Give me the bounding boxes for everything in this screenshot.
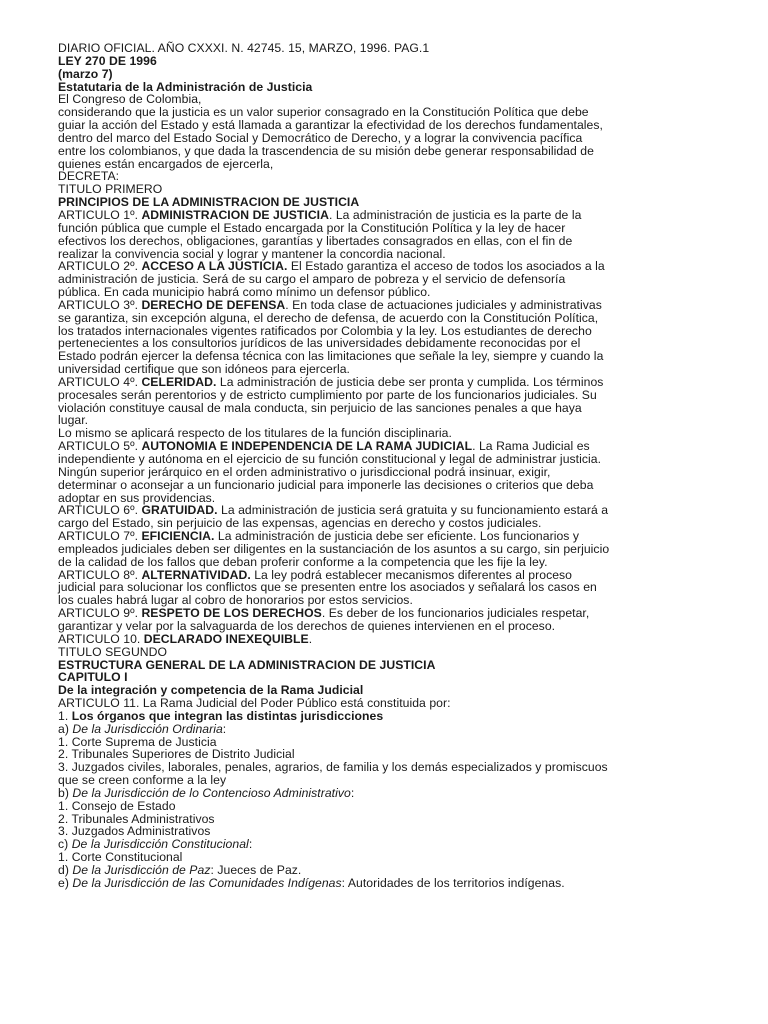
article-text: La administración de justicia debe ser eficiente. Los funcionarios y empleados judiciales deben ser diligentes en la sustanciación de los asuntos a su cargo, sin perjuicio de la calidad de los fallos que deban proferir conforme a la competencia que les fije la ley. [58,529,613,569]
article-number: ARTICULO 5º. [58,439,142,454]
article-8 [58,569,610,608]
jurisdictions-list [58,723,610,890]
article-text: . La administración de justicia es la parte de la función pública que cumple el Estado encargada por la Constitución Política y la ley de hacer efectivos los derechos, obligaciones, garantías y libertades consagrados en ellas, con el fin de realizar la convivencia social y lograr y mantener la concordia nacional. [58,207,585,261]
article-number: ARTICULO 7º. [58,529,142,544]
article-heading: AUTONOMIA E INDEPENDENCIA DE LA RAMA JUDICIAL [141,439,473,454]
jurisdiction-item: 3. Juzgados civiles, laborales, penales, agrarios, de familia y los demás especializados y promiscuos que se creen conforme a la ley [58,760,612,788]
article-text: . La Rama Judicial es independiente y autónoma en el ejercicio de su función constitucional y legal de administrar justicia. Ningún superior jerárquico en el orden administrativo o jurisdiccional podrá insinuar, exigir, determinar o aconsejar a un funcionario judicial para imponerle las decisiones o criterios que deba adoptar en sus providencias. [58,439,602,505]
article-heading: ALTERNATIVIDAD. [141,567,251,582]
article-1 [58,209,610,260]
article-number: ARTICULO 9º. [58,606,142,621]
article-heading: DECLARADO INEXEQUIBLE [143,631,309,646]
jurisdiction-letter: c) [58,837,72,852]
law-title: Estatutaria de la Administración de Justicia [58,79,313,94]
article-heading: CELERIDAD. [141,374,217,389]
article-heading: EFICIENCIA. [141,529,215,544]
article-text: . Es deber de los funcionarios judiciales respetar, garantizar y velar por la salvaguarda de los derechos de quienes intervienen en el proceso. [58,606,593,633]
document-body [58,41,613,890]
article-text: . [308,631,313,646]
article-text: La ley podrá establecer mecanismos diferentes al proceso judicial para solucionar los conflictos que se presenten entre los asociados y señalará los casos en los cuales habrá lugar al cobro de honorarios por estos servicios. [58,567,601,608]
preamble: considerando que la justicia es un valor superior consagrado en la Constitución Política que debe guiar la acción del Estado y está llamada a garantizar la efectividad de los derechos fundamentales, dentro del marco del Estado Social y Democrático de Derecho, y a lograr la convivencia pacífica entre los colombianos, y que dada la trascendencia de su misión debe generar responsabilidad de quienes están encargados de ejercerla, [58,105,607,171]
article-number: ARTICULO 2º. [58,259,142,274]
jurisdiction-item: 1. Corte Constitucional [58,850,183,865]
jurisdiction-suffix: : [248,837,253,852]
article-number: ARTICULO 8º. [58,567,142,582]
jurisdiction-suffix: : Autoridades de los territorios indígenas. [341,875,565,890]
jurisdiction-item: 3. Juzgados Administrativos [58,824,211,839]
article-4 [58,376,610,440]
jurisdiction-item: 2. Tribunales Superiores de Distrito Judicial [58,747,295,762]
jurisdiction-letter: a) [58,721,73,736]
jurisdiction-heading [58,787,610,800]
article-2 [58,260,610,299]
jurisdiction-name: De la Jurisdicción de las Comunidades Indígenas [72,875,342,890]
jurisdiction-name: De la Jurisdicción de lo Contencioso Administrativo [72,785,351,800]
jurisdiction-suffix: : [222,721,227,736]
titulo-primero: TITULO PRIMERO [58,182,163,197]
jurisdiction-name: De la Jurisdicción de Paz [72,863,211,877]
jurisdiction-name: De la Jurisdicción Constitucional [71,837,249,852]
article-7 [58,529,613,569]
jurisdiction-item: 2. Tribunales Administrativos [58,811,215,826]
article-number: ARTICULO 6º. [58,503,142,518]
article-heading: DERECHO DE DEFENSA [141,297,286,312]
article-number: ARTICULO 3º. [58,297,142,312]
jurisdiction-item: 1. Corte Suprema de Justicia [58,734,217,749]
article-3 [58,299,610,376]
article-number: ARTICULO 1º. [58,207,142,222]
jurisdiction-letter: b) [58,785,73,800]
titulo-segundo-heading: ESTRUCTURA GENERAL DE LA ADMINISTRACION DE JUSTICIA [58,657,436,672]
titulo-segundo: TITULO SEGUNDO [58,644,168,659]
jurisdiction-letter: d) [58,863,73,877]
jurisdiction-heading [58,877,610,890]
article-heading: ADMINISTRACION DE JUSTICIA [141,207,329,222]
jurisdiction-suffix: : [350,785,355,800]
jurisdiction-heading [58,723,610,736]
decreta: DECRETA: [58,169,120,184]
jurisdiction-suffix: : Jueces de Paz. [210,863,302,877]
article-heading: GRATUIDAD. [141,503,218,518]
article-number: ARTICULO 4º. [58,374,142,389]
law-date: (marzo 7) [58,66,113,81]
article-number: ARTICULO 10. [58,631,144,646]
article-10 [58,633,610,646]
article-heading: RESPETO DE LOS DERECHOS [141,606,322,621]
jurisdiction-letter: e) [58,875,73,890]
law-number: LEY 270 DE 1996 [58,53,157,68]
capitulo-heading: De la integración y competencia de la Rama Judicial [58,683,364,698]
article-5 [58,440,610,504]
article-text: El Estado garantiza el acceso de todos los asociados a la administración de justicia. Será de su cargo el amparo de pobreza y el servicio de defensoría pública. En cada municipio habrá como mínimo un defensor público. [58,259,609,300]
article-6 [58,504,610,530]
article-9 [58,607,610,633]
congress-line: El Congreso de Colombia, [58,92,202,107]
article-11: ARTICULO 11. La Rama Judicial del Poder Público está constituida por: [58,696,451,711]
article-heading: ACCESO A LA JUSTICIA. [141,259,288,274]
capitulo: CAPITULO I [58,670,128,685]
section-1-heading: 1. Los órganos que integran las distintas jurisdicciones [58,708,384,723]
jurisdiction-name: De la Jurisdicción Ordinaria [72,721,223,736]
articles-list [58,207,613,646]
article-text: La administración de justicia será gratuita y su funcionamiento estará a cargo del Estado, sin perjuicio de las expensas, agencias en derecho y costos judiciales. [58,503,612,531]
article-text: La administración de justicia debe ser pronta y cumplida. Los términos procesales serán perentorios y de estricto cumplimiento por parte de los funcionarios judiciales. Su violación constituye causal de mala conducta, sin perjuicio de las sanciones penales a que haya lugar. Lo mismo se aplicará respecto de los titulares de la función disciplinaria. [58,374,604,441]
titulo-primero-heading: PRINCIPIOS DE LA ADMINISTRACION DE JUSTICIA [58,195,360,210]
gazette-header: DIARIO OFICIAL. AÑO CXXXI. N. 42745. 15, MARZO, 1996. PAG.1 [58,41,430,55]
jurisdiction-item: 1. Consejo de Estado [58,798,176,813]
article-text: . En toda clase de actuaciones judiciales y administrativas se garantiza, sin excepción alguna, el derecho de defensa, de acuerdo con la Constitución Política, los tratados internacionales vigentes ratificados por Colombia y la ley. Los estudiantes de derecho pertenecientes a los consultorios jurídicos de las universidades debidamente reconocidas por el Estado podrán ejercer la defensa técnica con las limitaciones que señale la ley, siempre y cuando la universidad certifique que son idóneos para ejercerla. [58,297,607,377]
